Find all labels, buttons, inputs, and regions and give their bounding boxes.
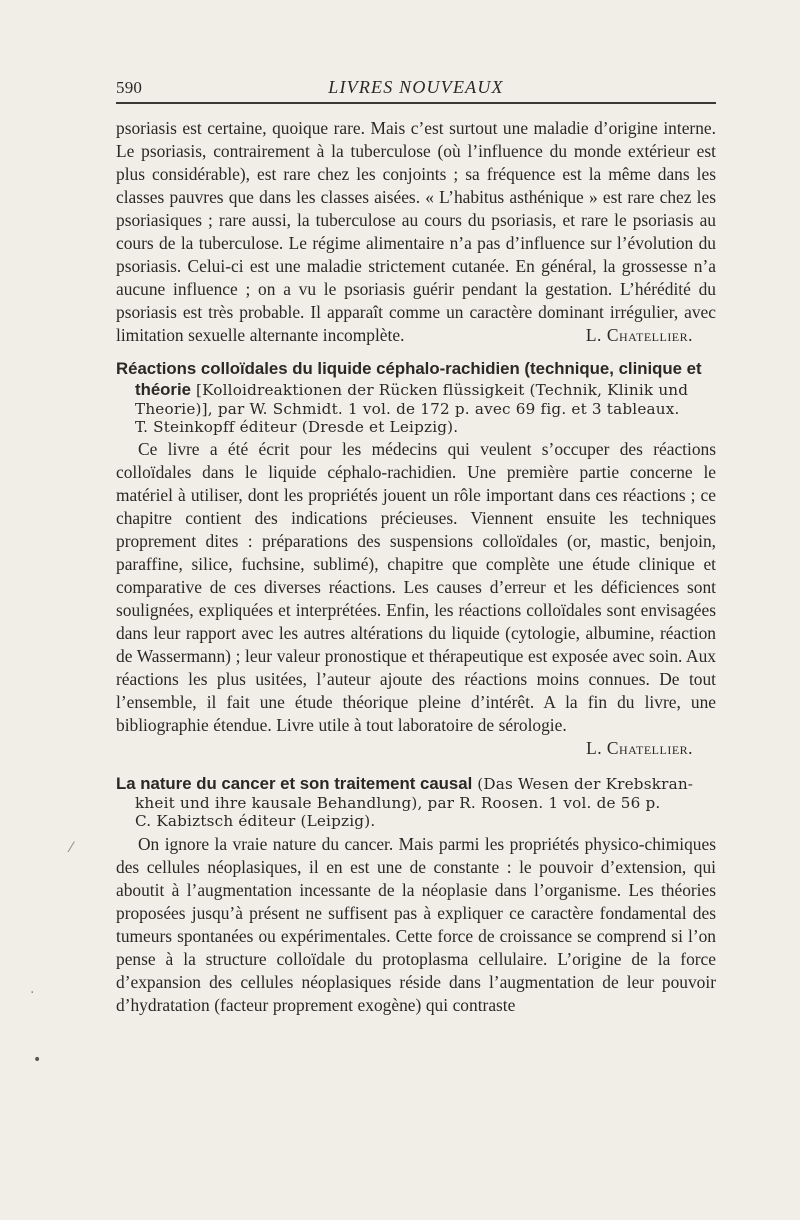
opening-paragraph bbox=[116, 117, 716, 347]
entry-title-line-2 bbox=[116, 380, 716, 400]
entry-title-bold: La nature du cancer et son traitement causal bbox=[116, 774, 473, 793]
entry-biblio-line: kheit und ihre kausale Behandlung), par R. Roosen. 1 vol. de 56 p. bbox=[135, 794, 661, 812]
entry-body: On ignore la vraie nature du cancer. Mais parmi les propriétés physico-chimiques des cellules néoplasiques, il en est une de constante : le pouvoir d’extension, qui aboutit à l’augmentation incessante de la néoplasie dans l’organisme. Les théories proposées jusqu’à présent ne suffisent pas à expliquer ce caractère fondamental des tumeurs spontanées ou expérimentales. Cette force de croissance se comprend si l’on pense à la structure colloïdale du protoplasma cellulaire. L’origine de la force d’expansion des cellules néoplasiques réside dans l’augmentation de leur pouvoir d’hydratation (facteur proprement exogène) qui contraste bbox=[116, 834, 716, 1015]
review-entry-colloidal bbox=[116, 358, 716, 760]
entry-publisher-line: C. Kabiztsch éditeur (Leipzig). bbox=[135, 812, 376, 830]
entry-original-title: (Das Wesen der Krebskran- bbox=[472, 775, 694, 793]
opening-signature: L. Chatellier. bbox=[585, 325, 693, 345]
entry-heading bbox=[116, 358, 716, 436]
entry-publisher-line: T. Steinkopff éditeur (Dresde et Leipzig). bbox=[135, 418, 459, 436]
margin-dot: • bbox=[33, 1052, 42, 1068]
entry-signature: L. Chatellier. bbox=[586, 738, 693, 758]
running-title: LIVRES NOUVEAUX bbox=[328, 77, 504, 97]
margin-speck: · bbox=[30, 985, 35, 1001]
opening-paragraph-text: psoriasis est certaine, quoique rare. Mais c’est surtout une maladie d’origine interne. Le psoriasis, contrairement à la tuberculose (où l’influence du monde extérieur est plus considérable), est rare chez les conjoints ; sa fréquence est la même dans les classes pauvres que dans les classes aisées. « L’habitus asthénique » est rare chez les psoriasiques ; rare aussi, la tuberculose au cours du psoriasis, et rare le psoriasis au cours de la tuberculose. Le régime alimentaire n’a pas d’influence sur l’évolution du psoriasis. Celui-ci est une maladie strictement cutanée. En général, la grossesse n’a aucune influence ; on a vu le psoriasis guérir pendant la gestation. L’hérédité du psoriasis est très probable. Il apparaît comme un caractère dominant irrégulier, avec limitation sexuelle alternante incomplète. bbox=[116, 118, 716, 345]
page-number: 590 bbox=[116, 78, 143, 97]
review-entry-cancer bbox=[116, 774, 716, 1017]
entry-biblio-line: Theorie)], par W. Schmidt. 1 vol. de 172 p. avec 69 fig. et 3 tableaux. bbox=[135, 400, 680, 418]
page-header bbox=[116, 72, 716, 102]
entry-original-title: [Kolloidreaktionen der Rücken flüssigkeit (Technik, Klinik und bbox=[190, 381, 689, 399]
entry-body: Ce livre a été écrit pour les médecins qui veulent s’occuper des réactions colloïdales dans le liquide céphalo-rachidien. Une première partie concerne le matériel à utiliser, dont les propriétés jouent un rôle important dans ces réactions ; ce chapitre contient des indications précieuses. Viennent ensuite les techniques proprement dites : préparations des suspensions colloïdales (or, mastic, benjoin, paraffine, silice, fuchsine, sublimé), chapitre que complète une étude clinique et comparative de ces diverses réactions. Les causes d’erreur et les déficiences sont soulignées, expliquées et interprétées. Enfin, les réactions colloïdales sont envisagées dans leur rapport avec les autres altérations du liquide (cytologie, albumine, réaction de Wassermann) ; leur valeur pronostique et thérapeutique est exposée avec soin. Aux réactions les plus usitées, l’auteur ajoute des réactions moins connues. De tout l’ensemble, il fait une étude théorique pleine d’intérêt. A la fin du livre, une bibliographie étendue. Livre utile à tout laboratoire de sérologie. bbox=[116, 439, 716, 735]
entry-heading bbox=[116, 774, 716, 830]
entry-title-line-1: Réactions colloïdales du liquide céphalo-rachidien (technique, clinique et bbox=[116, 359, 702, 378]
header-rule bbox=[116, 102, 716, 104]
entry-title-line-1 bbox=[116, 774, 716, 794]
page-content bbox=[116, 117, 716, 1017]
pencil-mark: ⁄ bbox=[70, 840, 73, 856]
entry-title-bold: théorie bbox=[135, 380, 191, 399]
